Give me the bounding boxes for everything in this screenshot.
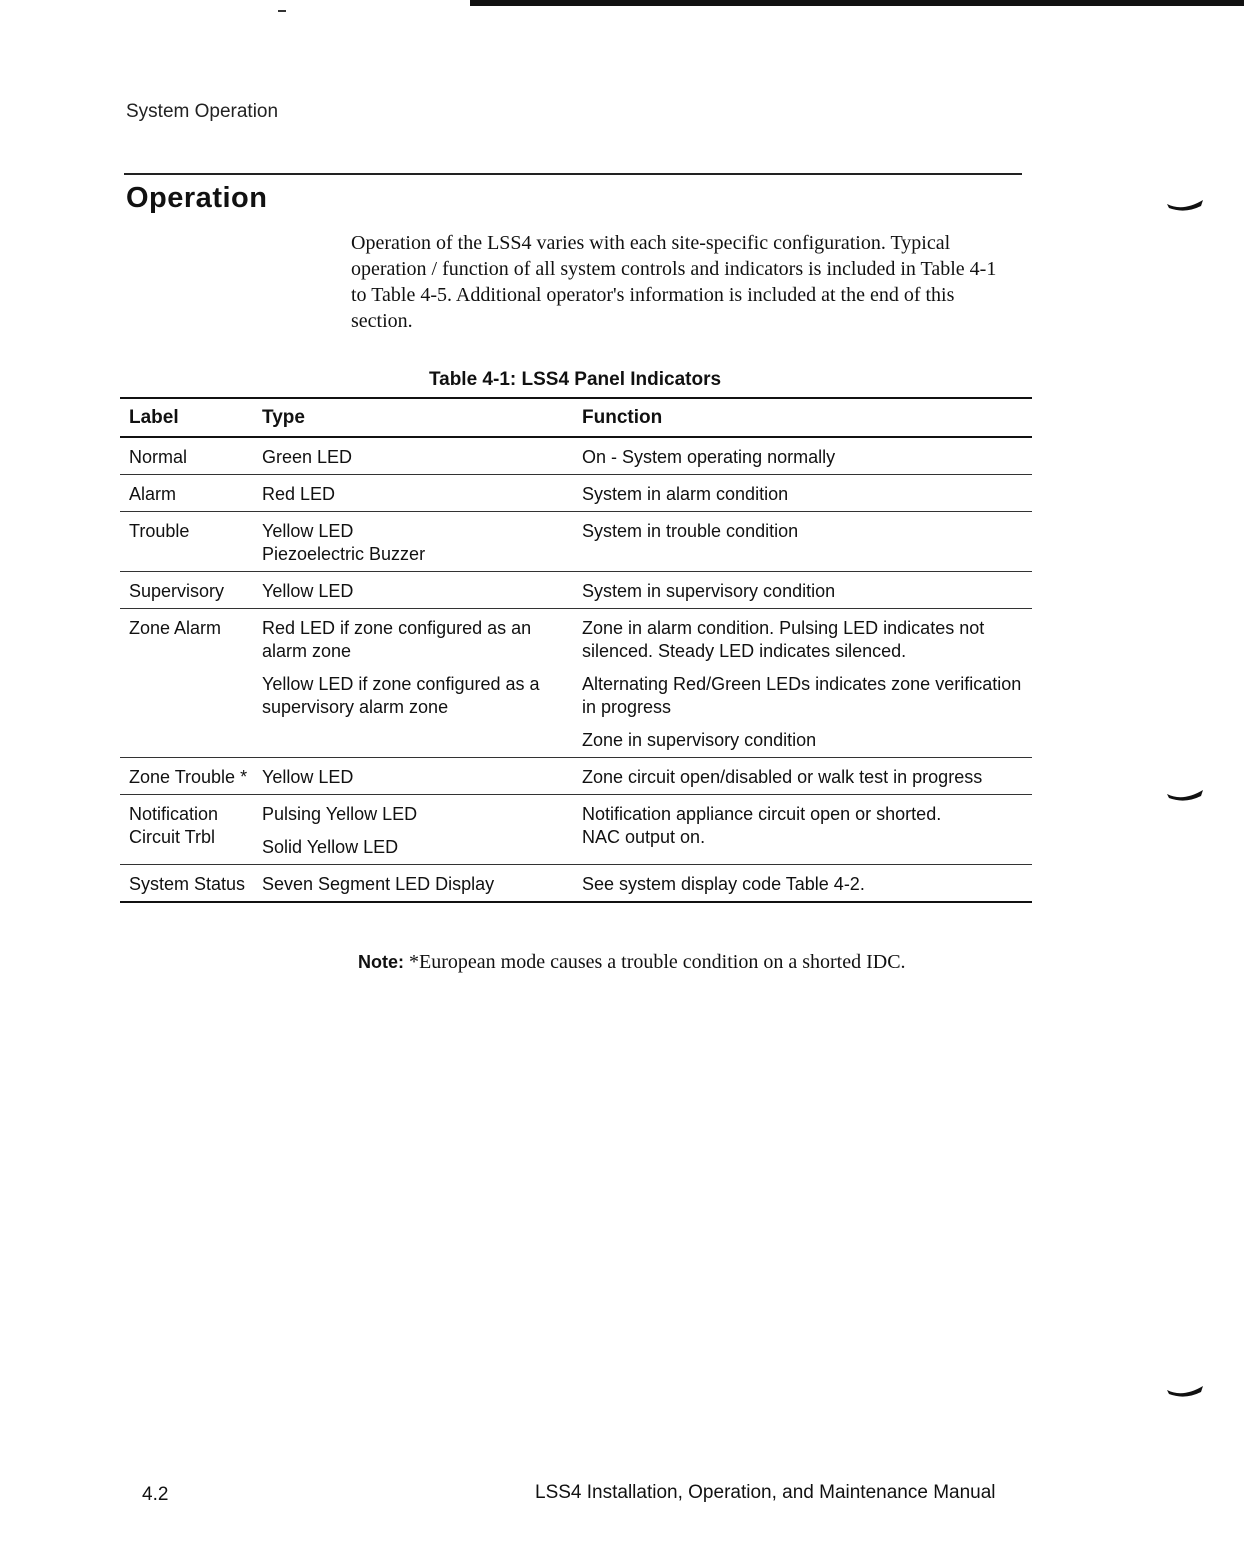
running-head: System Operation (126, 101, 279, 122)
row-type (253, 803, 573, 859)
row-function: On - System operating normally (582, 447, 836, 467)
table-header-row (120, 399, 1032, 436)
row-function: See system display code Table 4-2. (582, 874, 865, 894)
row-type (253, 617, 573, 752)
row-function-line: Zone in alarm condition. Pulsing LED indicates not silenced. Steady LED indicates silenced. (582, 618, 985, 661)
row-type-line: Pulsing Yellow LED (262, 804, 418, 824)
page-number: 4.2 (142, 1484, 169, 1505)
row-label: Supervisory (129, 581, 225, 601)
header-label: Label (129, 406, 179, 428)
row-label: Zone Alarm (129, 618, 222, 638)
row-type-line: Red LED if zone configured as an alarm zone (262, 618, 532, 661)
row-function-line: Notification appliance circuit open or shorted. (582, 804, 942, 824)
row-type-line: Solid Yellow LED (262, 837, 399, 857)
row-label: Zone Trouble * (129, 767, 248, 787)
row-label: System Status (129, 874, 246, 894)
row-type-line: Yellow LED if zone configured as a supervisory alarm zone (262, 674, 540, 717)
intro-paragraph: Operation of the LSS4 varies with each site-specific configuration. Typical operation / function of all system controls and indicators is included in Table 4-1 to Table 4-5. Additional operator's information is included at the end of this section. (351, 232, 997, 332)
row-function: System in trouble condition (582, 521, 799, 541)
row-function-line: Alternating Red/Green LEDs indicates zone verification in progress (582, 674, 1022, 717)
table-row (120, 865, 1032, 901)
header-rule (124, 173, 1022, 175)
indicators-table (120, 397, 1032, 903)
row-type: Red LED (262, 484, 336, 504)
row-function-line: Zone in supervisory condition (582, 730, 817, 750)
binding-hole-mark (1165, 1384, 1205, 1400)
table-row (120, 795, 1032, 864)
row-type: Seven Segment LED Display (262, 874, 495, 894)
table-note (358, 951, 906, 974)
row-function: Zone circuit open/disabled or walk test in progress (582, 767, 983, 787)
row-function (573, 617, 1032, 752)
row-label: Alarm (129, 484, 177, 504)
table-bottom-rule (120, 901, 1032, 903)
table-row (120, 609, 1032, 757)
table-row (120, 512, 1032, 571)
header-function: Function (582, 406, 663, 428)
table-row (120, 758, 1032, 794)
manual-title: LSS4 Installation, Operation, and Maintenance Manual (535, 1482, 996, 1503)
scan-edge-bar (470, 0, 1244, 6)
row-function: System in alarm condition (582, 484, 789, 504)
row-function (573, 803, 1032, 859)
table-title: Table 4-1: LSS4 Panel Indicators (428, 369, 722, 390)
row-label: Notification Circuit Trbl (129, 804, 219, 847)
row-type: Yellow LED (262, 581, 354, 601)
table-row (120, 438, 1032, 474)
row-label: Normal (129, 447, 188, 467)
table-row (120, 572, 1032, 608)
row-type (253, 520, 573, 566)
table-row (120, 475, 1032, 511)
row-function-line: NAC output on. (582, 827, 706, 847)
header-type: Type (262, 406, 305, 428)
note-text: *European mode causes a trouble condition on a shorted IDC. (409, 951, 906, 973)
note-label: Note: (358, 952, 404, 972)
row-type: Yellow LED (262, 767, 354, 787)
section-title: Operation (126, 182, 268, 214)
row-type-line: Piezoelectric Buzzer (262, 544, 426, 564)
row-function: System in supervisory condition (582, 581, 836, 601)
row-label: Trouble (129, 521, 190, 541)
row-type: Green LED (262, 447, 353, 467)
scan-mark (278, 10, 286, 12)
binding-hole-mark (1165, 788, 1205, 804)
row-type-line: Yellow LED (262, 521, 354, 541)
binding-hole-mark (1165, 198, 1205, 214)
